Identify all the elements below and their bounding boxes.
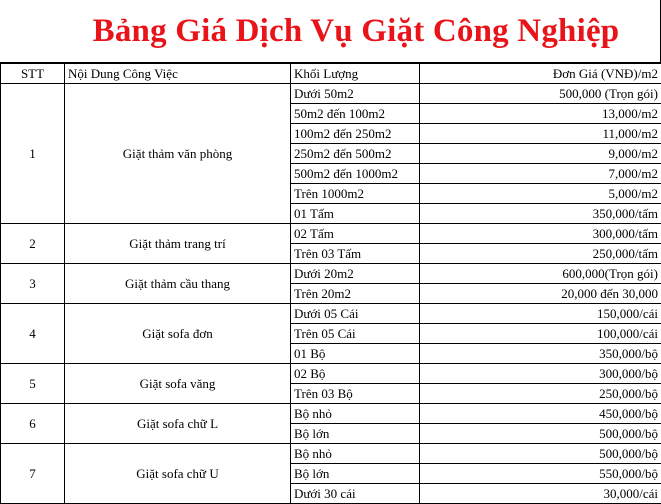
price-cell: 350,000/tấm xyxy=(420,204,661,224)
quantity-cell: 250m2 đến 500m2 xyxy=(291,144,420,164)
page-title: Bảng Giá Dịch Vụ Giặt Công Nghiệp xyxy=(92,12,620,49)
table-row xyxy=(1,264,661,284)
header-row xyxy=(1,64,661,84)
table-row xyxy=(1,444,661,464)
header-stt: STT xyxy=(1,64,65,84)
price-cell: 600,000(Trọn gói) xyxy=(420,264,661,284)
quantity-cell: Trên 1000m2 xyxy=(291,184,420,204)
quantity-cell: Trên 05 Cái xyxy=(291,324,420,344)
title-row xyxy=(0,0,661,63)
price-cell: 500,000/bộ xyxy=(420,444,661,464)
quantity-cell: Dưới 30 cái xyxy=(291,484,420,504)
quantity-cell: 01 Bộ xyxy=(291,344,420,364)
quantity-cell: Bộ nhỏ xyxy=(291,404,420,424)
quantity-cell: Dưới 50m2 xyxy=(291,84,420,104)
task-cell: Giặt sofa văng xyxy=(65,364,291,404)
price-cell: 300,000/bộ xyxy=(420,364,661,384)
quantity-cell: 50m2 đến 100m2 xyxy=(291,104,420,124)
task-cell: Giặt thảm văn phòng xyxy=(65,84,291,224)
price-cell: 20,000 đến 30,000 xyxy=(420,284,661,304)
stt-cell: 3 xyxy=(1,264,65,304)
stt-cell: 2 xyxy=(1,224,65,264)
table-body xyxy=(1,84,661,504)
quantity-cell: Bộ nhỏ xyxy=(291,444,420,464)
quantity-cell: Bộ lớn xyxy=(291,464,420,484)
price-table xyxy=(0,63,661,504)
table-row xyxy=(1,304,661,324)
task-cell: Giặt sofa đơn xyxy=(65,304,291,364)
price-cell: 500,000/bộ xyxy=(420,424,661,444)
quantity-cell: 02 Bộ xyxy=(291,364,420,384)
price-cell: 150,000/cái xyxy=(420,304,661,324)
price-cell: 550,000/bộ xyxy=(420,464,661,484)
quantity-cell: 02 Tấm xyxy=(291,224,420,244)
quantity-cell: 100m2 đến 250m2 xyxy=(291,124,420,144)
stt-cell: 7 xyxy=(1,444,65,504)
stt-cell: 4 xyxy=(1,304,65,364)
table-row xyxy=(1,404,661,424)
price-cell: 350,000/bộ xyxy=(420,344,661,364)
header-task: Nội Dung Công Việc xyxy=(65,64,291,84)
price-cell: 300,000/tấm xyxy=(420,224,661,244)
price-cell: 500,000 (Trọn gói) xyxy=(420,84,661,104)
price-cell: 450,000/bộ xyxy=(420,404,661,424)
header-qty: Khối Lượng xyxy=(291,64,420,84)
price-cell: 13,000/m2 xyxy=(420,104,661,124)
task-cell: Giặt sofa chữ U xyxy=(65,444,291,504)
quantity-cell: Bộ lớn xyxy=(291,424,420,444)
table-row xyxy=(1,224,661,244)
task-cell: Giặt thảm cầu thang xyxy=(65,264,291,304)
quantity-cell: Dưới 20m2 xyxy=(291,264,420,284)
quantity-cell: 500m2 đến 1000m2 xyxy=(291,164,420,184)
stt-cell: 5 xyxy=(1,364,65,404)
quantity-cell: Dưới 05 Cái xyxy=(291,304,420,324)
price-cell: 9,000/m2 xyxy=(420,144,661,164)
stt-cell: 1 xyxy=(1,84,65,224)
quantity-cell: 01 Tấm xyxy=(291,204,420,224)
quantity-cell: Trên 20m2 xyxy=(291,284,420,304)
stt-cell: 6 xyxy=(1,404,65,444)
table-row xyxy=(1,364,661,384)
table-row xyxy=(1,84,661,104)
price-cell: 250,000/bộ xyxy=(420,384,661,404)
price-cell: 5,000/m2 xyxy=(420,184,661,204)
price-cell: 7,000/m2 xyxy=(420,164,661,184)
price-cell: 250,000/tấm xyxy=(420,244,661,264)
quantity-cell: Trên 03 Tấm xyxy=(291,244,420,264)
price-cell: 11,000/m2 xyxy=(420,124,661,144)
price-cell: 100,000/cái xyxy=(420,324,661,344)
header-price: Đơn Giá (VNĐ)/m2 xyxy=(420,64,661,84)
quantity-cell: Trên 03 Bộ xyxy=(291,384,420,404)
task-cell: Giặt thảm trang trí xyxy=(65,224,291,264)
task-cell: Giặt sofa chữ L xyxy=(65,404,291,444)
price-cell: 30,000/cái xyxy=(420,484,661,504)
